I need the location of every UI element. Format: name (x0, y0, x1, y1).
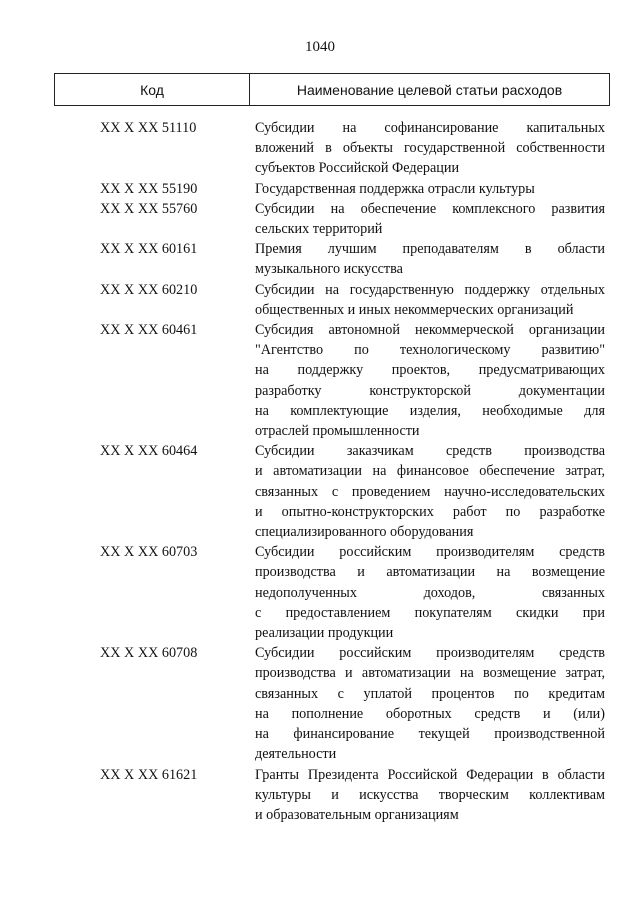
description-line: Субсидия автономной некоммерческой организации (255, 322, 605, 339)
description-line: недополученных доходов, связанных (255, 584, 605, 601)
description-line: общественных и иных некоммерческих организаций (255, 301, 574, 318)
row-code: XX X XX 60464 (100, 443, 198, 460)
row-description (255, 118, 605, 179)
description-line: производства и автоматизации на возмещение (255, 564, 605, 581)
description-line: и автоматизации на финансовое обеспечение затрат, (255, 463, 605, 480)
description-line: вложений в объекты государственной собственности (255, 140, 605, 157)
description-line: с предоставлением покупателям скидки при (255, 604, 605, 621)
table-row (0, 118, 640, 179)
table-row (0, 643, 640, 764)
description-line: субъектов Российской Федерации (255, 160, 460, 177)
row-description (255, 199, 605, 239)
description-line: реализации продукции (255, 625, 394, 642)
row-description (255, 179, 605, 199)
description-line: деятельности (255, 746, 337, 763)
table-row (0, 199, 640, 239)
table-row (0, 765, 640, 826)
description-line: на пополнение оборотных средств и (или) (255, 705, 605, 722)
description-line: Субсидии заказчикам средств производства (255, 443, 605, 460)
description-line: отраслей промышленности (255, 423, 420, 440)
description-line: Субсидии российским производителям средств (255, 645, 605, 662)
description-line: Гранты Президента Российской Федерации в области (255, 766, 605, 783)
table-row (0, 280, 640, 320)
description-line: разработку конструкторской документации (255, 382, 605, 399)
description-line: "Агентство по технологическому развитию" (255, 342, 605, 359)
description-line: и образовательным организациям (255, 806, 459, 823)
row-code: XX X XX 60703 (100, 544, 198, 561)
description-line: Субсидии на софинансирование капитальных (255, 120, 605, 136)
description-line: и опытно-конструкторских работ по разработке (255, 503, 605, 520)
description-line: Субсидии на обеспечение комплексного развития (255, 200, 605, 217)
description-line: Субсидии российским производителям средств (255, 544, 605, 561)
description-line: связанных с уплатой процентов по кредитам (255, 685, 605, 702)
description-line: культуры и искусства творческим коллективам (255, 786, 605, 803)
row-code: XX X XX 55760 (100, 200, 198, 217)
description-line: специализированного оборудования (255, 524, 474, 541)
description-line: Субсидии на государственную поддержку отдельных (255, 281, 605, 298)
description-line: на поддержку проектов, предусматривающих (255, 362, 605, 379)
row-description (255, 441, 605, 542)
table-row (0, 179, 640, 199)
description-line: сельских территорий (255, 221, 383, 238)
header-name: Наименование целевой статьи расходов (296, 81, 563, 98)
description-line: производства и автоматизации на возмещение затрат, (255, 665, 605, 682)
row-description (255, 643, 605, 764)
table-row (0, 441, 640, 542)
row-description (255, 542, 605, 643)
description-line: на финансирование текущей производственной (255, 726, 605, 743)
table-body (0, 118, 640, 825)
row-code: XX X XX 60461 (100, 322, 198, 339)
header-code: Код (55, 74, 250, 105)
row-code: XX X XX 60210 (100, 281, 198, 298)
description-line: Премия лучшим преподавателям в области (255, 241, 605, 258)
row-description (255, 765, 605, 826)
row-code: XX X XX 51110 (100, 120, 197, 136)
table-row (0, 239, 640, 279)
description-line: связанных с проведением научно-исследовательских (255, 483, 605, 500)
row-code: XX X XX 60708 (100, 645, 198, 662)
table-header (54, 73, 610, 106)
row-description (255, 280, 605, 320)
row-description (255, 239, 605, 279)
description-line: на комплектующие изделия, необходимые для (255, 402, 605, 419)
row-code: XX X XX 60161 (100, 241, 198, 258)
description-line: Государственная поддержка отрасли культуры (255, 180, 535, 197)
page-number: 1040 (305, 39, 335, 55)
table-row (0, 320, 640, 441)
row-code: XX X XX 61621 (100, 766, 198, 783)
description-line: музыкального искусства (255, 261, 403, 278)
row-code: XX X XX 55190 (100, 180, 198, 197)
row-description (255, 320, 605, 441)
table-row (0, 542, 640, 643)
